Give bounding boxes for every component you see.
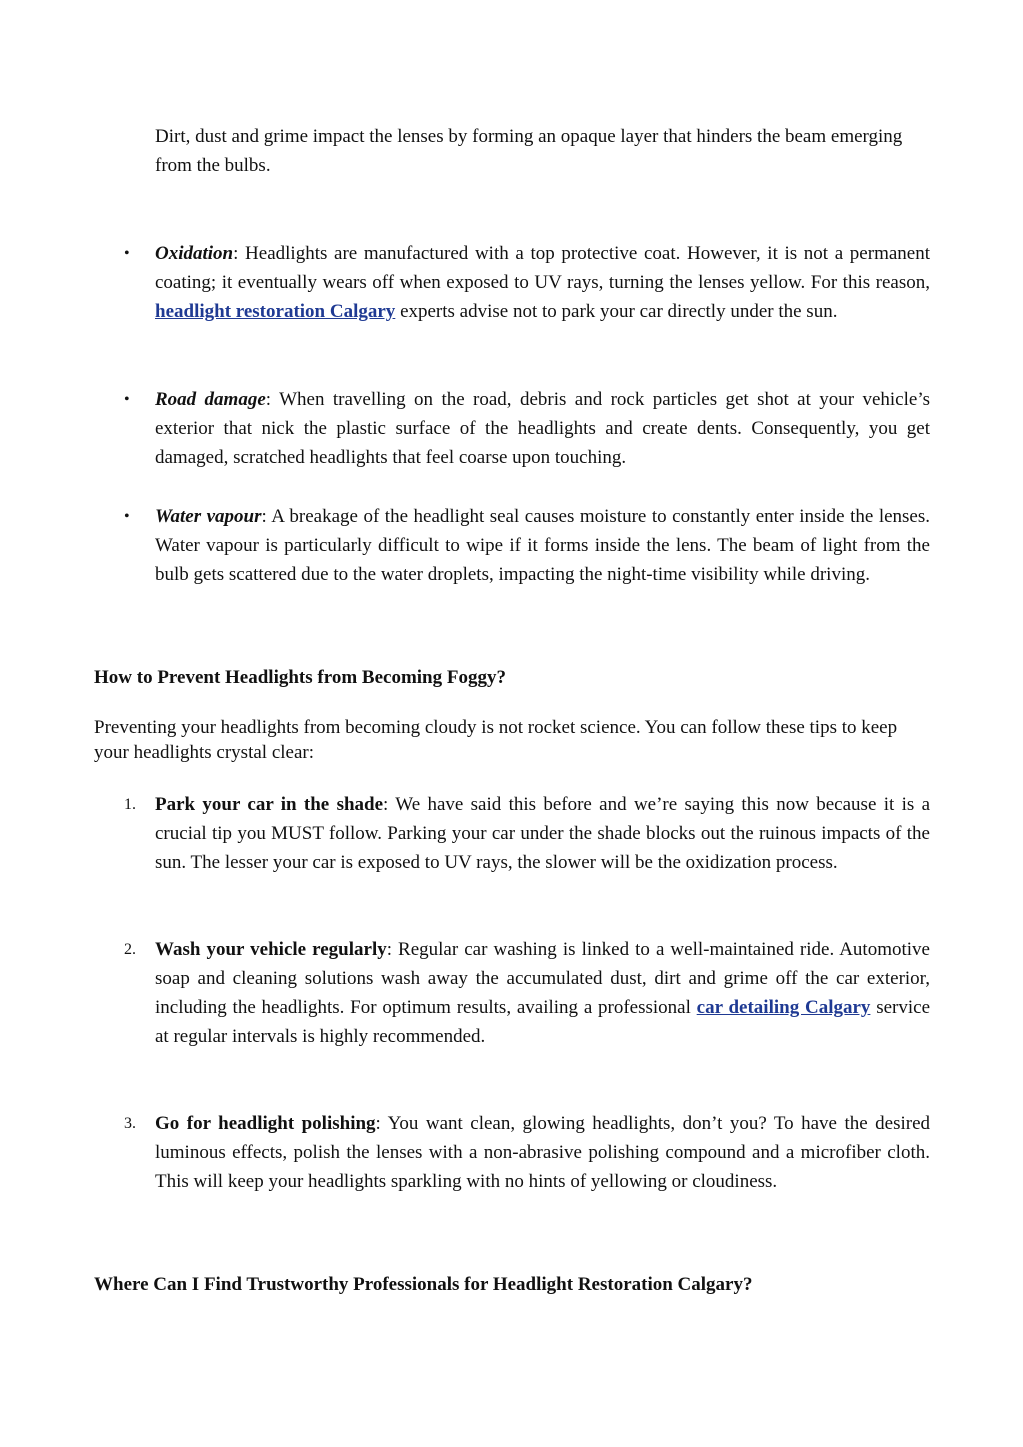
cause-text: : Headlights are manufactured with a top protective coat. However, it is not a permanent coating; it eventually wears off when exposed to UV rays, turning the lenses yellow. For this reason, (155, 243, 930, 293)
cause-term: Oxidation (155, 243, 234, 264)
find-professionals-heading: Where Can I Find Trustworthy Professionals for Headlight Restoration Calgary? (94, 1274, 753, 1295)
cause-term: Road damage (155, 389, 266, 410)
intro-paragraph: Dirt, dust and grime impact the lenses by forming an opaque layer that hinders the beam emerging from the bulbs. (155, 126, 903, 176)
tip-term: Go for headlight polishing (155, 1113, 376, 1134)
prevent-intro: Preventing your headlights from becoming cloudy is not rocket science. You can follow these tips to keep your headlights crystal clear: (94, 717, 898, 763)
tip-text: service at regular intervals is highly recommended. (155, 997, 930, 1047)
bullet-icon: • (124, 508, 130, 525)
cause-term: Water vapour (155, 506, 262, 527)
list-number: 2. (124, 941, 136, 958)
cause-text: : When travelling on the road, debris and rock particles get shot at your vehicle’s exterior that nick the plastic surface of the headlights and create dents. Consequently, you get damaged, scratched headlights that feel coarse upon touching. (155, 389, 930, 468)
cause-text: experts advise not to park your car directly under the sun. (395, 301, 838, 322)
cause-oxidation (155, 239, 930, 326)
tip-text: : You want clean, glowing headlights, don’t you? To have the desired luminous effects, polish the lenses with a non-abrasive polishing compound and a microfiber cloth. This will keep your headlights sparkling with no hints of yellowing or cloudiness. (155, 1113, 930, 1192)
bullet-icon: • (124, 245, 130, 262)
headlight-restoration-link[interactable]: headlight restoration Calgary (155, 301, 396, 322)
tip-wash-vehicle (155, 935, 930, 1051)
tip-park-in-shade (155, 790, 930, 877)
cause-water-vapour (155, 502, 930, 589)
tip-term: Park your car in the shade (155, 794, 384, 815)
cause-road-damage (155, 385, 930, 472)
car-detailing-link[interactable]: car detailing Calgary (696, 997, 871, 1018)
prevent-heading: How to Prevent Headlights from Becoming Foggy? (94, 667, 506, 688)
tip-text: : We have said this before and we’re saying this now because it is a crucial tip you MUST follow. Parking your car under the shade blocks out the ruinous impacts of the sun. The lesser your car is exposed to UV rays, the slower will be the oxidization process. (155, 794, 931, 873)
tip-text: : Regular car washing is linked to a well-maintained ride. Automotive soap and cleaning solutions wash away the accumulated dust, dirt and grime off the car exterior, including the headlights. For optimum results, availing a professional (155, 939, 930, 1018)
tip-headlight-polishing (155, 1109, 930, 1196)
list-number: 3. (124, 1115, 136, 1132)
cause-text: : A breakage of the headlight seal causes moisture to constantly enter inside the lenses. Water vapour is particularly difficult to wipe if it forms inside the lens. The beam of light from the bulb gets scattered due to the water droplets, impacting the night-time visibility while driving. (155, 506, 931, 585)
tip-term: Wash your vehicle regularly (155, 939, 387, 960)
bullet-icon: • (124, 391, 130, 408)
list-number: 1. (124, 796, 136, 813)
